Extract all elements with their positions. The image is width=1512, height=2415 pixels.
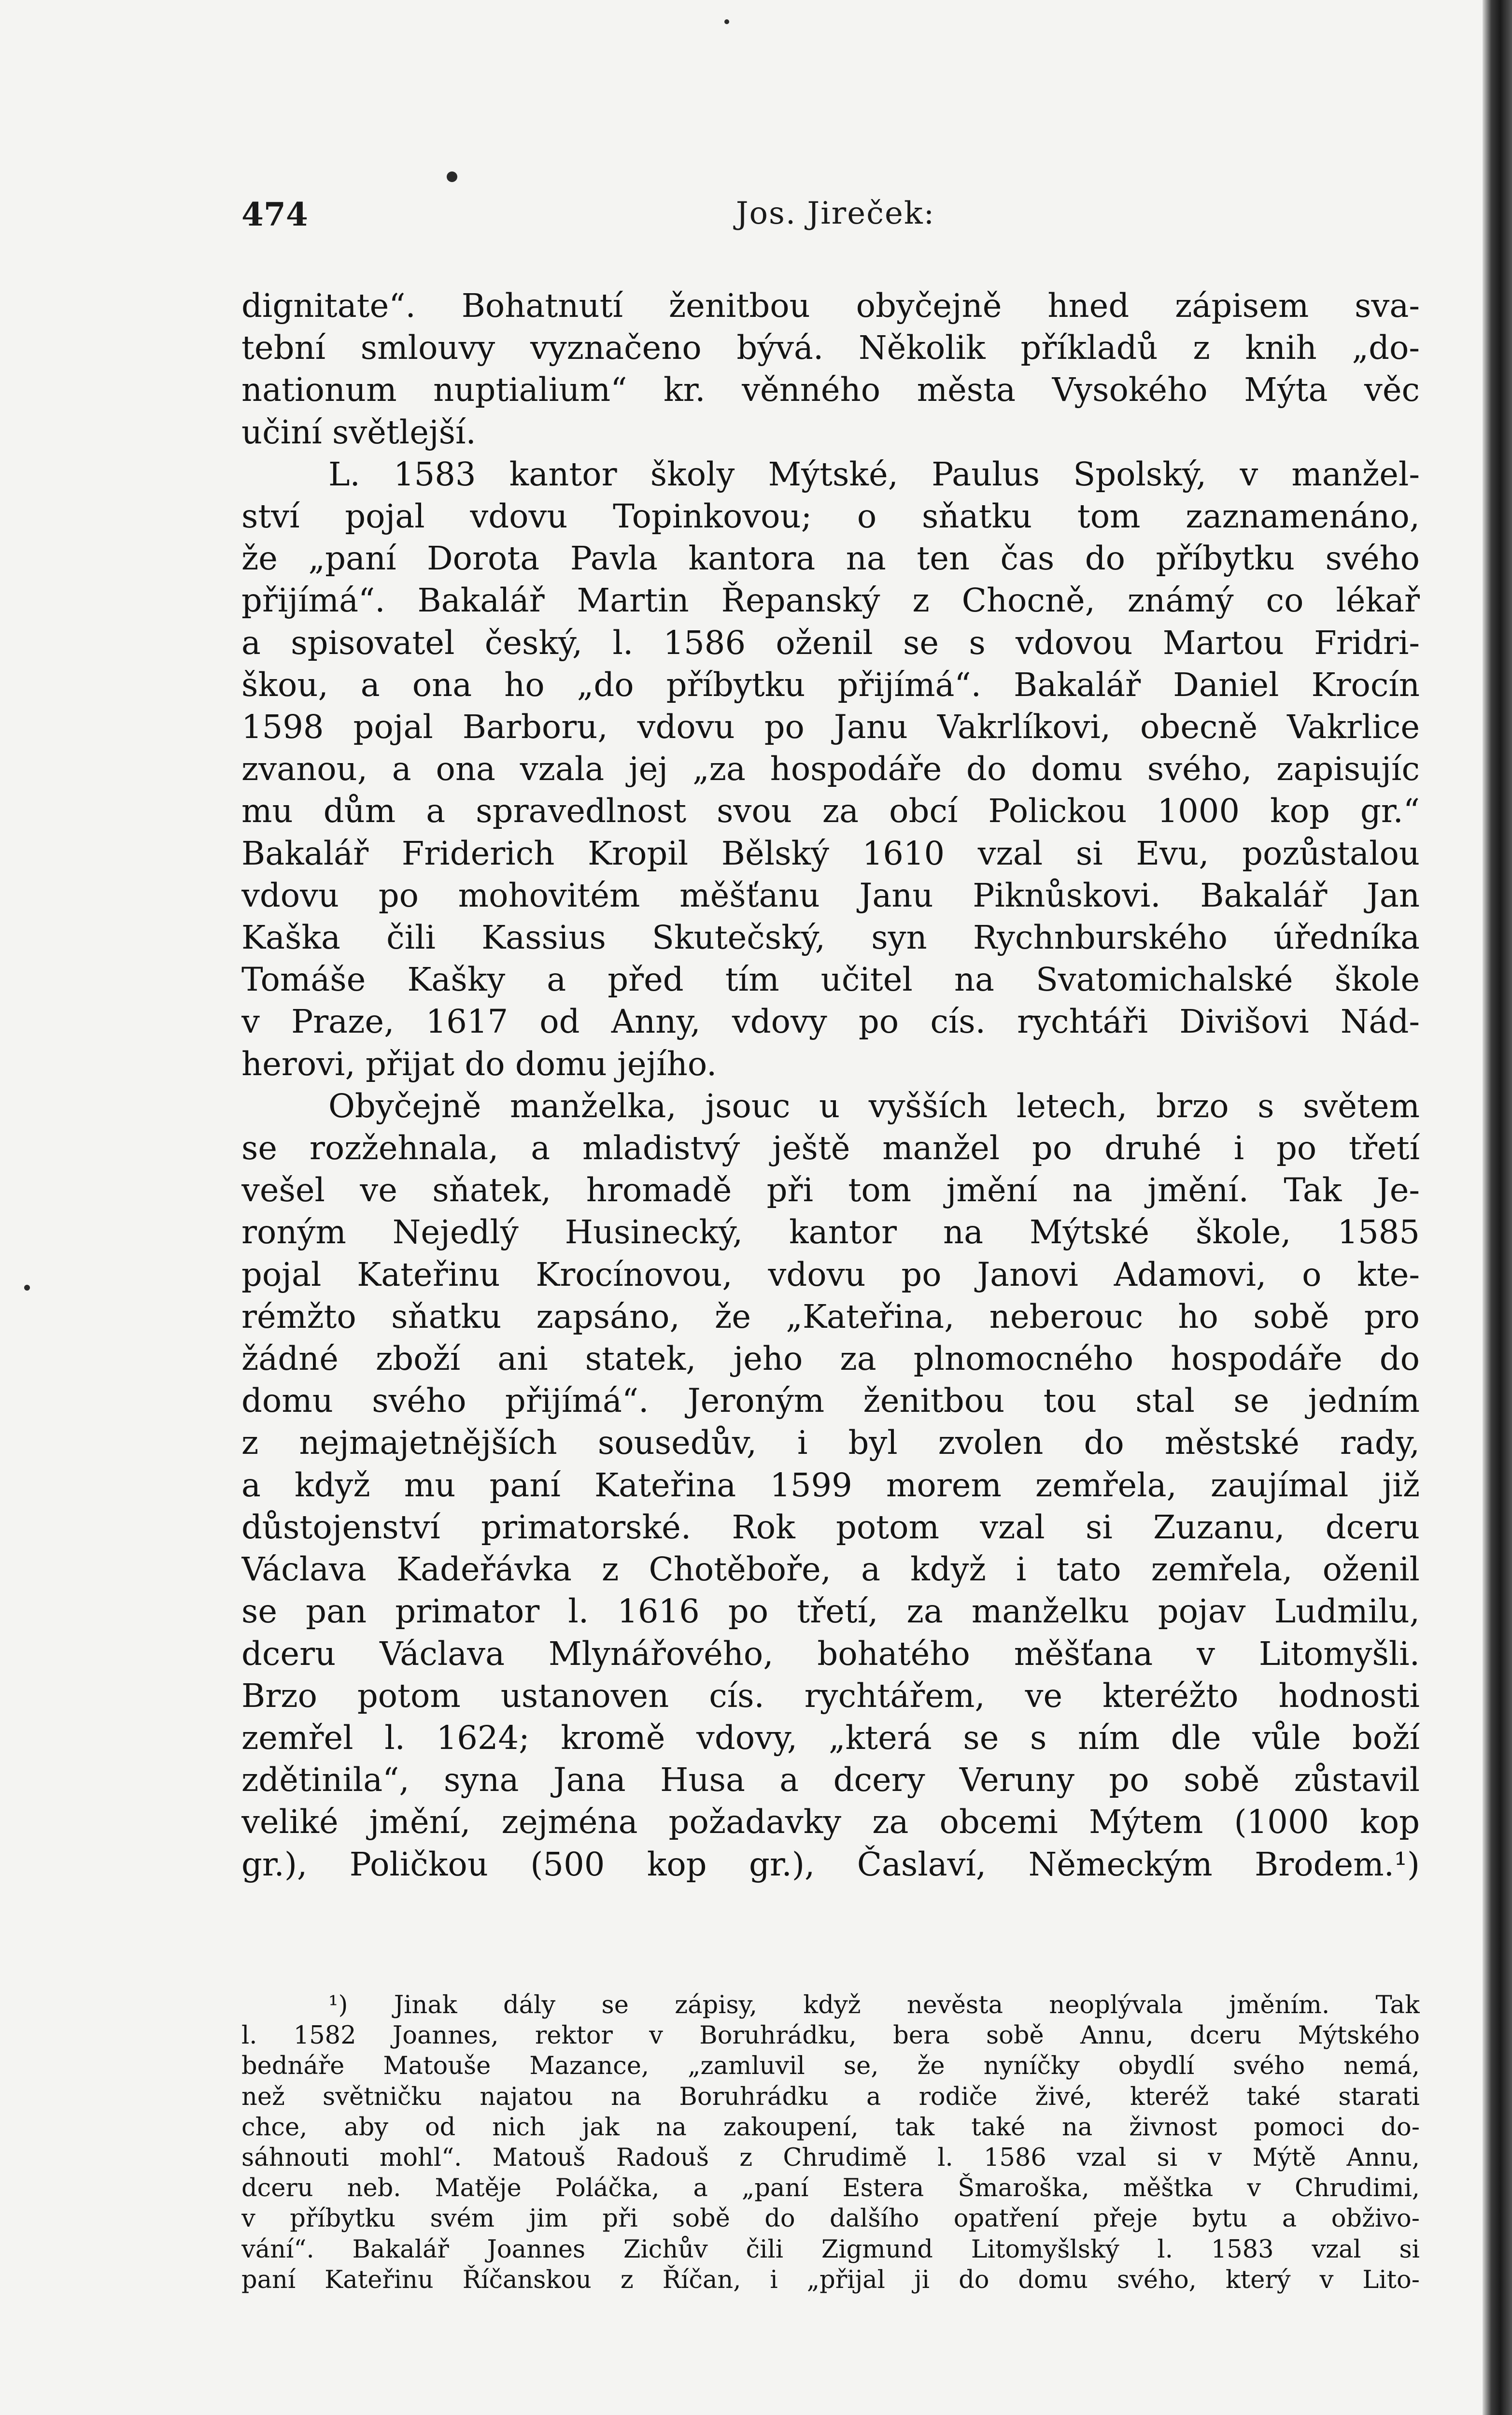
text-line: v Praze, 1617 od Anny, vdovy po cís. rychtáři Divišovi Nád- [241, 1003, 1420, 1041]
text-line: rémžto sňatku zapsáno, že „Kateřina, neberouc ho sobě pro [241, 1297, 1420, 1335]
text-line: se rozžehnala, a mladistvý ještě manžel po druhé i po třetí [241, 1129, 1420, 1167]
text-line: a spisovatel český, l. 1586 oženil se s vdovou Martou Fridri- [241, 624, 1420, 662]
text-line: z nejmajetnějších sousedův, i byl zvolen do městské rady, [241, 1424, 1420, 1462]
text-line: Václava Kadeřávka z Chotěboře, a když i tato zemřela, oženil [241, 1550, 1420, 1589]
text-line: tební smlouvy vyznačeno bývá. Několik příkladů z knih „do- [241, 329, 1420, 367]
text-line: gr.), Poličkou (500 kop gr.), Časlaví, Německým Brodem.¹) [241, 1845, 1420, 1883]
text-line: a když mu paní Kateřina 1599 morem zemřela, zaujímal již [241, 1466, 1420, 1504]
footnote-line: vání“. Bakalář Joannes Zichův čili Zigmund Litomyšlský l. 1583 vzal si [241, 2235, 1420, 2264]
footnote-line: sáhnouti mohl“. Matouš Radouš z Chrudimě l. 1586 vzal si v Mýtě Annu, [241, 2144, 1420, 2173]
text-line: škou, a ona ho „do příbytku přijímá“. Bakalář Daniel Krocín [241, 666, 1420, 704]
running-head: Jos. Jireček: [735, 196, 935, 231]
text-line: veliké jmění, zejména požadavky za obcemi Mýtem (1000 kop [241, 1803, 1420, 1841]
text-line: žádné zboží ani statek, jeho za plnomocného hospodáře do [241, 1340, 1420, 1378]
text-line: ství pojal vdovu Topinkovou; o sňatku tom zaznamenáno, [241, 497, 1420, 536]
text-line: pojal Kateřinu Krocínovou, vdovu po Janovi Adamovi, o kte- [241, 1255, 1420, 1293]
footnote-line: paní Kateřinu Říčanskou z Říčan, i „přijal ji do domu svého, který v Lito- [241, 2265, 1420, 2294]
body-text [241, 285, 1420, 1886]
text-line: 1598 pojal Barboru, vdovu po Janu Vakrlíkovi, obecně Vakrlice [241, 708, 1420, 746]
page-header [241, 196, 1429, 244]
text-line: roným Nejedlý Husinecký, kantor na Mýtské škole, 1585 [241, 1213, 1420, 1251]
text-line: Brzo potom ustanoven cís. rychtářem, ve kteréžto hodnosti [241, 1676, 1420, 1715]
text-line: nationum nuptialium“ kr. věnného města Vysokého Mýta věc [241, 371, 1420, 409]
text-line: domu svého přijímá“. Jeroným ženitbou tou stal se jedním [241, 1382, 1420, 1420]
text-line: herovi, přijat do domu jejího. [241, 1045, 717, 1083]
text-line: dignitate“. Bohatnutí ženitbou obyčejně hned zápisem sva- [241, 287, 1420, 325]
ink-speck [447, 171, 457, 182]
footnote-line: l. 1582 Joannes, rektor v Boruhrádku, bera sobě Annu, dceru Mýtského [241, 2021, 1420, 2050]
text-line: důstojenství primatorské. Rok potom vzal si Zuzanu, dceru [241, 1508, 1420, 1546]
text-line: Kaška čili Kassius Skutečský, syn Rychnburského úředníka [241, 919, 1420, 957]
footnote-line: chce, aby od nich jak na zakoupení, tak také na živnost pomoci do- [241, 2113, 1420, 2142]
footnote-line: bednáře Matouše Mazance, „zamluvil se, že nyníčky obydlí svého nemá, [241, 2052, 1420, 2081]
text-line: zemřel l. 1624; kromě vdovy, „která se s ním dle vůle boží [241, 1719, 1420, 1757]
text-line: mu dům a spravedlnost svou za obcí Polickou 1000 kop gr.“ [241, 792, 1420, 830]
text-line: vdovu po mohovitém měšťanu Janu Piknůskovi. Bakalář Jan [241, 876, 1420, 914]
text-line: zdětinila“, syna Jana Husa a dcery Veruny po sobě zůstavil [241, 1761, 1420, 1799]
text-line: L. 1583 kantor školy Mýtské, Paulus Spolský, v manžel- [328, 455, 1420, 493]
text-line: Bakalář Friderich Kropil Bělský 1610 vzal si Evu, pozůstalou [241, 834, 1420, 872]
footnote-line: dceru neb. Matěje Poláčka, a „paní Estera Šmaroška, měštka v Chrudimi, [241, 2174, 1420, 2203]
text-line: že „paní Dorota Pavla kantora na ten čas do příbytku svého [241, 540, 1420, 578]
text-line: Tomáše Kašky a před tím učitel na Svatomichalské škole [241, 961, 1420, 999]
text-line: vešel ve sňatek, hromadě při tom jmění na jmění. Tak Je- [241, 1171, 1420, 1209]
text-line: zvanou, a ona vzala jej „za hospodáře do domu svého, zapisujíc [241, 750, 1420, 788]
footnote-line: než světničku najatou na Boruhrádku a rodiče živé, kteréž také starati [241, 2082, 1420, 2111]
ink-speck [724, 19, 729, 24]
footnote-line: ¹) Jinak dály se zápisy, když nevěsta neoplývala jměním. Tak [328, 1991, 1420, 2019]
ink-speck [24, 1285, 30, 1291]
text-line: Obyčejně manželka, jsouc u vyšších letech, brzo s světem [328, 1087, 1420, 1125]
text-line: učiní světlejší. [241, 413, 476, 451]
text-line: dceru Václava Mlynářového, bohatého měšťana v Litomyšli. [241, 1634, 1420, 1673]
footnotes [241, 1990, 1420, 2295]
footnote-line: v příbytku svém jim při sobě do dalšího opatření přeje bytu a obživo- [241, 2204, 1420, 2233]
book-binding-edge [1483, 0, 1512, 2415]
text-line: se pan primator l. 1616 po třetí, za manželku pojav Ludmilu, [241, 1592, 1420, 1631]
text-line: přijímá“. Bakalář Martin Řepanský z Chocně, známý co lékař [241, 582, 1420, 620]
page-number: 474 [241, 196, 308, 233]
